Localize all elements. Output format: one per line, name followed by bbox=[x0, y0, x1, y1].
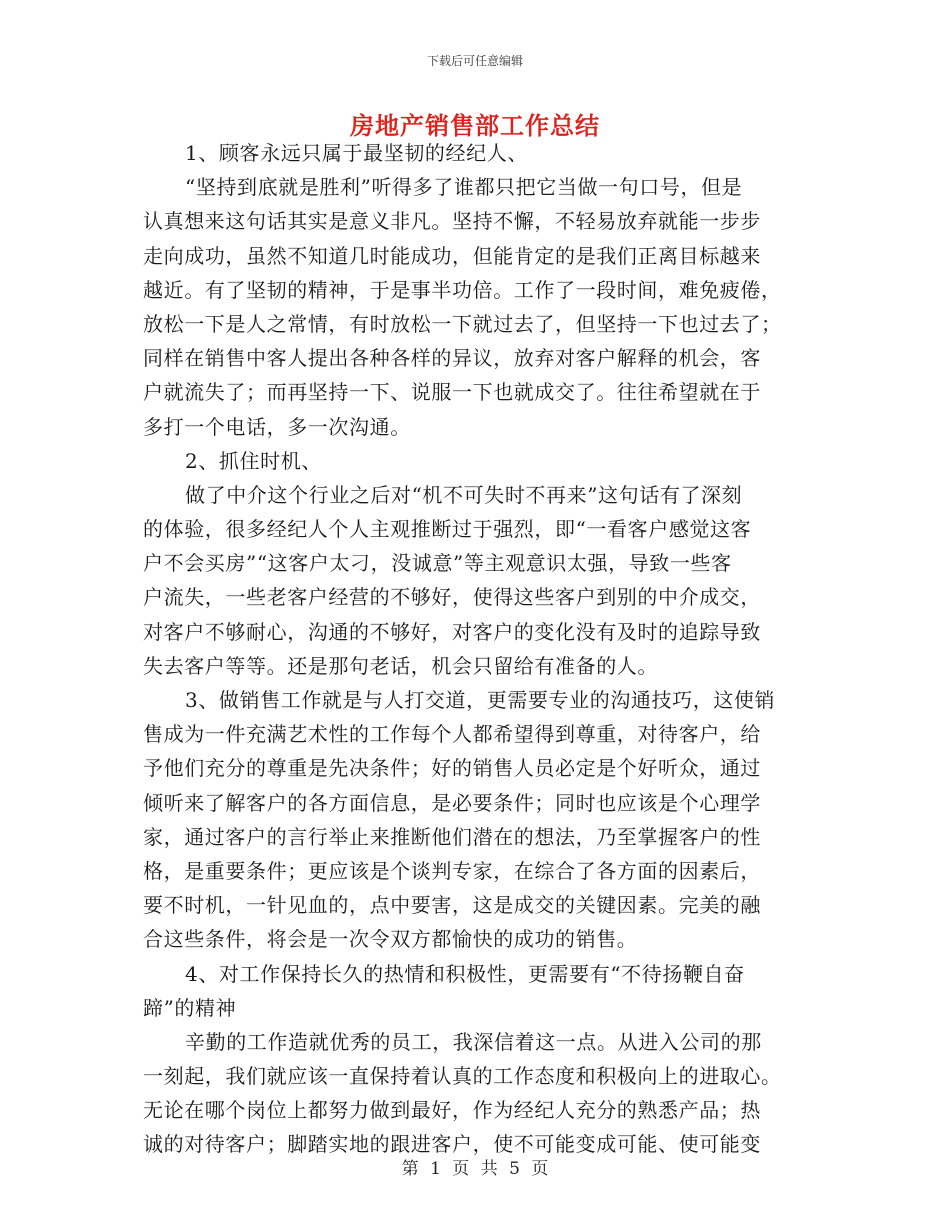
text-line: 失去客户等等。还是那句老话，机会只留给有准备的人。 bbox=[143, 653, 658, 678]
text-line: 予他们充分的尊重是先决条件；好的销售人员必定是个好听众，通过 bbox=[143, 756, 761, 781]
page-number: 第 1 页 共 5 页 bbox=[401, 1159, 549, 1179]
text-line: 要不时机，一针见血的，点中要害，这是成交的关键因素。完美的融 bbox=[143, 893, 761, 918]
text-line: 做了中介这个行业之后对“机不可失时不再来”这句话有了深刻 bbox=[185, 482, 743, 507]
text-line: 对客户不够耐心，沟通的不够好，对客户的变化没有及时的追踪导致 bbox=[143, 619, 761, 644]
text-line: 户流失，一些老客户经营的不够好，使得这些客户到别的中介成交， bbox=[143, 585, 761, 610]
text-line: 无论在哪个岗位上都努力做到最好，作为经纪人充分的熟悉产品；热 bbox=[143, 1098, 761, 1123]
document-body bbox=[143, 136, 803, 1162]
text-line: 户就流失了；而再坚持一下、说服一下也就成交了。往往希望就在于 bbox=[143, 380, 761, 405]
text-line: 放松一下是人之常情，有时放松一下就过去了，但坚持一下也过去了； bbox=[143, 311, 782, 336]
text-line: 越近。有了坚韧的精神，于是事半功倍。工作了一段时间，难免疲倦， bbox=[143, 277, 782, 302]
text-line: 售成为一件充满艺术性的工作每个人都希望得到尊重，对待客户，给 bbox=[143, 722, 761, 747]
page-header: 下载后可任意编辑 bbox=[426, 54, 523, 68]
text-line: 倾听来了解客户的各方面信息，是必要条件；同时也应该是个心理学 bbox=[143, 790, 761, 815]
text-line: 走向成功，虽然不知道几时能成功，但能肯定的是我们正离目标越来 bbox=[143, 243, 761, 268]
text-line: 4、对工作保持长久的热情和积极性，更需要有“不待扬鞭自奋 bbox=[185, 961, 745, 986]
text-line: 多打一个电话，多一次沟通。 bbox=[143, 414, 411, 439]
text-line: 1、顾客永远只属于最坚韧的经纪人、 bbox=[185, 141, 528, 165]
text-line: 认真想来这句话其实是意义非凡。坚持不懈，不轻易放弃就能一步步 bbox=[143, 209, 761, 234]
text-line: “坚持到底就是胜利”听得多了谁都只把它当做一句口号，但是 bbox=[185, 175, 743, 200]
text-line: 诚的对待客户；脚踏实地的跟进客户，使不可能变成可能、使可能变 bbox=[143, 1132, 761, 1157]
text-line: 蹄”的精神 bbox=[143, 995, 237, 1020]
text-line: 一刻起，我们就应该一直保持着认真的工作态度和积极向上的进取心。 bbox=[143, 1064, 782, 1089]
text-line: 的体验，很多经纪人个人主观推断过于强烈，即“一看客户感觉这客 bbox=[143, 517, 752, 542]
text-line: 合这些条件，将会是一次令双方都愉快的成功的销售。 bbox=[143, 927, 638, 952]
text-line: 户不会买房”“这客户太刁，没诚意”等主观意识太强，导致一些客 bbox=[143, 551, 732, 576]
text-line: 辛勤的工作造就优秀的员工，我深信着这一点。从进入公司的那 bbox=[185, 1029, 762, 1054]
document-title: 房地产销售部工作总结 bbox=[350, 111, 600, 140]
text-line: 2、抓住时机、 bbox=[185, 448, 322, 473]
text-line: 格，是重要条件；更应该是个谈判专家，在综合了各方面的因素后， bbox=[143, 858, 761, 883]
text-line: 家，通过客户的言行举止来推断他们潜在的想法，乃至掌握客户的性 bbox=[143, 824, 761, 849]
text-line: 3、做销售工作就是与人打交道，更需要专业的沟通技巧，这使销 bbox=[185, 688, 776, 712]
text-line: 同样在销售中客人提出各种各样的异议，放弃对客户解释的机会，客 bbox=[143, 346, 761, 371]
